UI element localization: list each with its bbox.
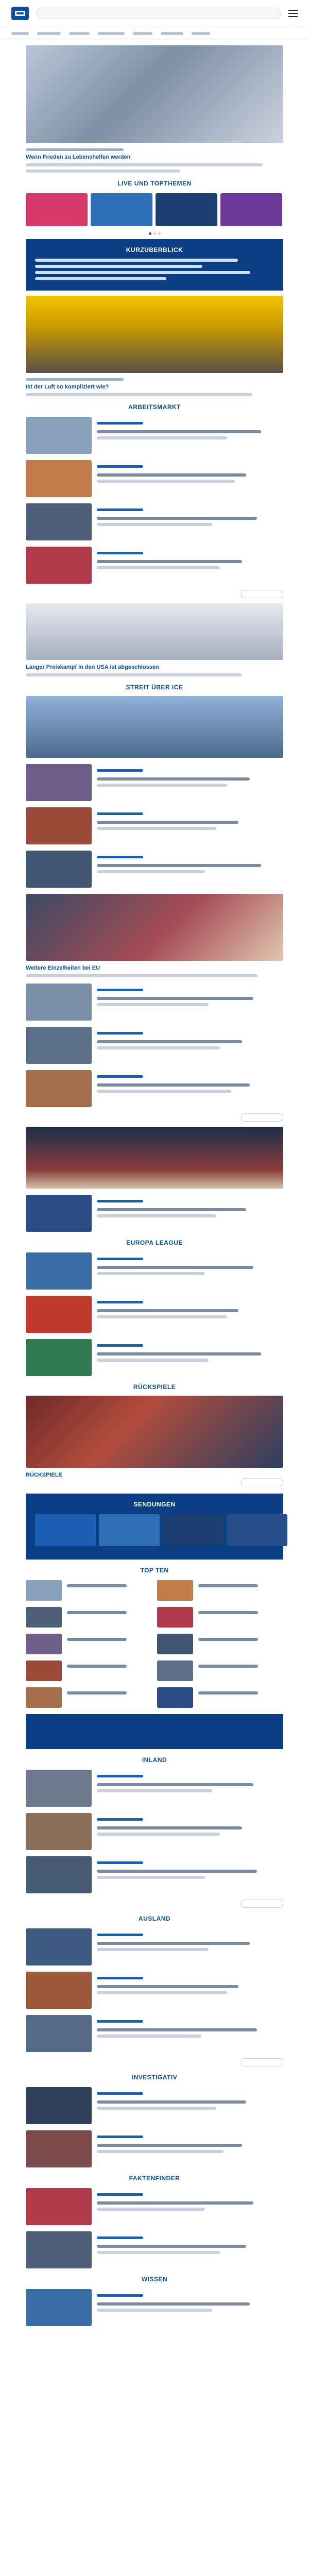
topten-thumb[interactable] xyxy=(26,1580,62,1601)
sub-navigation xyxy=(0,27,309,40)
article-thumb[interactable] xyxy=(26,460,92,497)
promo-banner[interactable] xyxy=(26,1714,283,1749)
article-thumb[interactable] xyxy=(26,417,92,454)
feature-headline[interactable]: Ist der Luft so kompliziert wie? xyxy=(26,384,109,390)
article-thumb[interactable] xyxy=(26,1928,92,1965)
article-thumb[interactable] xyxy=(26,2188,92,2225)
article-thumb[interactable] xyxy=(26,2231,92,2268)
more-button[interactable] xyxy=(241,2058,283,2066)
topten-thumb[interactable] xyxy=(26,1660,62,1681)
streit-image[interactable] xyxy=(26,696,283,758)
article-thumb[interactable] xyxy=(26,2015,92,2052)
teaser-line[interactable] xyxy=(35,259,238,262)
article-thumb[interactable] xyxy=(26,1296,92,1333)
nav-item[interactable] xyxy=(192,32,210,35)
section-title: EUROPA LEAGUE xyxy=(126,1239,183,1246)
topten-thumb[interactable] xyxy=(157,1580,193,1601)
sendung-thumb[interactable] xyxy=(163,1514,224,1546)
live-thumb[interactable] xyxy=(91,193,152,226)
section-topten xyxy=(26,1567,283,1708)
article-thumb[interactable] xyxy=(26,547,92,584)
live-thumb[interactable] xyxy=(220,193,282,226)
sendung-thumb[interactable] xyxy=(227,1514,287,1546)
article-thumb[interactable] xyxy=(26,851,92,888)
feature-image[interactable] xyxy=(26,603,283,660)
live-thumb[interactable] xyxy=(26,193,88,226)
topten-thumb[interactable] xyxy=(157,1687,193,1708)
feature-teaser-line xyxy=(26,393,252,396)
article-thumb[interactable] xyxy=(26,1770,92,1807)
nav-item[interactable] xyxy=(133,32,152,35)
section-rueckspiele xyxy=(26,1383,283,1486)
lead-teaser-line xyxy=(26,163,263,166)
feature-image[interactable] xyxy=(26,1127,283,1189)
sendung-thumb[interactable] xyxy=(99,1514,160,1546)
rueck-image[interactable] xyxy=(26,1396,283,1468)
section-sendungen xyxy=(26,1494,283,1560)
nav-item[interactable] xyxy=(98,32,125,35)
feature-image[interactable] xyxy=(26,296,283,373)
search-input[interactable] xyxy=(36,8,281,19)
lead-meta xyxy=(26,148,124,151)
section-title: WISSEN xyxy=(141,2276,168,2283)
nav-item[interactable] xyxy=(69,32,90,35)
nav-item[interactable] xyxy=(37,32,61,35)
section-title: AUSLAND xyxy=(138,1915,171,1922)
lead-teaser-line xyxy=(26,170,180,173)
feature-headline[interactable]: RÜCKSPIELE xyxy=(26,1472,62,1478)
section-title: SENDUNGEN xyxy=(133,1501,176,1508)
article-thumb[interactable] xyxy=(26,2087,92,2124)
teaser-line[interactable] xyxy=(35,271,250,274)
section-arbeitsmarkt xyxy=(26,403,283,598)
article-thumb[interactable] xyxy=(26,1027,92,1064)
article-thumb[interactable] xyxy=(26,2130,92,2167)
section-europa xyxy=(26,1239,283,1376)
more-button[interactable] xyxy=(241,1478,283,1486)
menu-icon[interactable] xyxy=(288,10,298,17)
section-inland xyxy=(26,1756,283,1908)
article-thumb[interactable] xyxy=(26,984,92,1021)
article-thumb[interactable] xyxy=(26,1339,92,1376)
section-title: STREIT ÜBER ICE xyxy=(126,684,183,691)
site-header xyxy=(0,0,309,27)
topten-thumb[interactable] xyxy=(157,1607,193,1628)
section-live xyxy=(26,180,283,235)
sendung-thumb[interactable] xyxy=(35,1514,96,1546)
feature-headline[interactable]: Langer Preiskampf in den USA ist abgeschlossen xyxy=(26,664,159,670)
article-thumb[interactable] xyxy=(26,1070,92,1107)
feature-meta xyxy=(26,378,124,381)
section-kurzueberblick xyxy=(26,239,283,291)
feature-image[interactable] xyxy=(26,894,283,961)
topten-thumb[interactable] xyxy=(26,1634,62,1654)
nav-item[interactable] xyxy=(161,32,183,35)
section-title: ARBEITSMARKT xyxy=(128,403,181,411)
lead-image[interactable] xyxy=(26,45,283,143)
article-thumb[interactable] xyxy=(26,1856,92,1893)
carousel-dots[interactable] xyxy=(26,232,283,235)
more-button[interactable] xyxy=(241,1900,283,1908)
section-title: TOP TEN xyxy=(140,1567,169,1574)
topten-thumb[interactable] xyxy=(26,1607,62,1628)
article-thumb[interactable] xyxy=(26,1972,92,2009)
nav-item[interactable] xyxy=(11,32,29,35)
section-title: LIVE UND TOPTHEMEN xyxy=(117,180,192,187)
topten-thumb[interactable] xyxy=(157,1660,193,1681)
section-title: INLAND xyxy=(142,1756,167,1764)
feature-headline[interactable]: Weitere Einzelheiten bei EU xyxy=(26,965,100,971)
article-thumb[interactable] xyxy=(26,764,92,801)
section-streit xyxy=(26,684,283,888)
teaser-line[interactable] xyxy=(35,265,202,268)
article-thumb[interactable] xyxy=(26,1195,92,1232)
topten-thumb[interactable] xyxy=(26,1687,62,1708)
section-title: INVESTIGATIV xyxy=(131,2074,178,2081)
article-thumb[interactable] xyxy=(26,1813,92,1850)
section-title: RÜCKSPIELE xyxy=(133,1383,176,1391)
section-investigativ xyxy=(26,2074,283,2167)
topten-thumb[interactable] xyxy=(157,1634,193,1654)
section-wissen xyxy=(26,2276,283,2326)
lead-headline[interactable]: Wenn Frieden zu Lebenshelfen werden xyxy=(26,154,131,160)
article-thumb[interactable] xyxy=(26,503,92,540)
article-thumb[interactable] xyxy=(26,1252,92,1290)
section-ausland xyxy=(26,1915,283,2066)
section-faktenfinder xyxy=(26,2175,283,2268)
live-thumb[interactable] xyxy=(156,193,217,226)
section-title: KURZÜBERBLICK xyxy=(126,246,183,253)
teaser-line[interactable] xyxy=(35,277,166,280)
more-button[interactable] xyxy=(241,1113,283,1122)
brand-logo-icon[interactable] xyxy=(11,7,29,20)
article-thumb[interactable] xyxy=(26,807,92,844)
article-thumb[interactable] xyxy=(26,2289,92,2326)
more-button[interactable] xyxy=(241,590,283,598)
section-title: FAKTENFINDER xyxy=(129,2175,180,2182)
